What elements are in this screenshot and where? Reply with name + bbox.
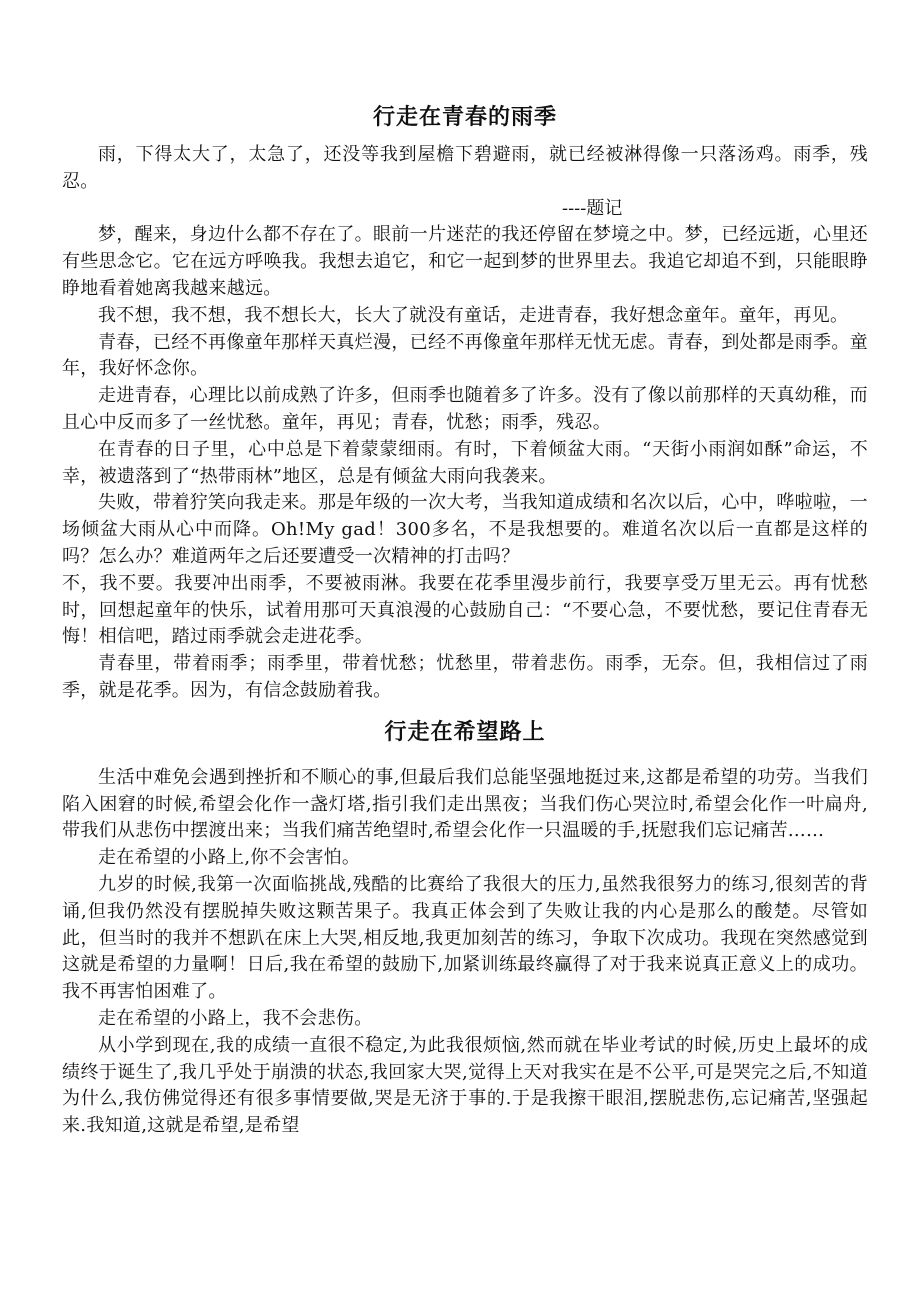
paragraph: 青春，已经不再像童年那样天真烂漫，已经不再像童年那样无忧无虑。青春，到处都是雨季。童年，我好怀念你。: [62, 331, 868, 380]
paragraph: 我不想，我不想，我不想长大，长大了就没有童话，走进青春，我好想念童年。童年，再见。: [98, 304, 849, 326]
paragraph: 在青春的日子里，心中总是下着蒙蒙细雨。有时，下着倾盆大雨。“天街小雨润如酥”命运，不幸，被遗落到了“热带雨林”地区，总是有倾盆大雨向我袭来。: [62, 438, 868, 487]
paragraph: 生活中难免会遇到挫折和不顺心的事,但最后我们总能坚强地挺过来,这都是希望的功劳。当我们陷入困窘的时候,希望会化作一盏灯塔,指引我们走出黑夜；当我们伤心哭泣时,希望会化作一叶扁舟,带我们从悲伤中摆渡出来；当我们痛苦绝望时,希望会化作一只温暖的手,抚慰我们忘记痛苦……: [62, 766, 868, 842]
closing-paragraph: 青春里，带着雨季；雨季里，带着忧愁；忧愁里，带着悲伤。雨季，无奈。但，我相信过了雨季，就是花季。因为，有信念鼓励着我。: [62, 653, 868, 701]
paragraph: 走进青春，心理比以前成熟了许多，但雨季也随着多了许多。没有了像以前那样的天真幼稚，而且心中反而多了一丝忧愁。童年，再见；青春，忧愁；雨季，残忍。: [62, 385, 868, 433]
paragraph: 从小学到现在,我的成绩一直很不稳定,为此我很烦恼,然而就在毕业考试的时候,历史上最坏的成绩终于诞生了,我几乎处于崩溃的状态,我回家大哭,觉得上天对我实在是不公平,可是哭完之后,不知道为什么,我仿佛觉得还有很多事情要做,哭是无济于事的.于是我擦干眼泪,摆脱悲伤,忘记痛苦,坚强起来.我知道,这就是希望,是希望: [62, 1034, 868, 1137]
paragraph: 梦，醒来，身边什么都不存在了。眼前一片迷茫的我还停留在梦境之中。梦，已经远逝，心里还有些思念它。它在远方呼唤我。我想去追它，和它一起到梦的世界里去。我追它却追不到，只能眼睁睁地看着她离我越来越远。: [62, 224, 868, 299]
article-title-hope-road: 行走在希望路上: [384, 718, 546, 745]
paragraph-noindent: 不，我不要。我要冲出雨季，不要被雨淋。我要在花季里漫步前行，我要享受万里无云。再有忧愁时，回想起童年的快乐，试着用那可天真浪漫的心鼓励自己：“不要心急，不要忧愁，要记住青春无悔！相信吧，踏过雨季就会走进花季。: [62, 572, 868, 648]
article-title-youth-rain: 行走在青春的雨季: [372, 104, 557, 130]
paragraph: 失败，带着狞笑向我走来。那是年级的一次大考，当我知道成绩和名次以后，心中，哗啦啦，一场倾盆大雨从心中而降。Oh!My gad！300多名，不是我想要的。难道名次以后一直都是这样的吗？怎么办？难道两年之后还要遭受一次精神的打击吗？: [62, 492, 868, 567]
paragraph: 九岁的时候,我第一次面临挑战,残酷的比赛给了我很大的压力,虽然我很努力的练习,很刻苦的背诵,但我仍然没有摆脱掉失败这颗苦果子。我真正体会到了失败让我的内心是那么的酸楚。尽管如此，但当时的我并不想趴在床上大哭,相反地,我更加刻苦的练习，争取下次成功。我现在突然感觉到这就是希望的力量啊！日后,我在希望的鼓励下,加紧训练最终赢得了对于我来说真正意义上的成功。我不再害怕困难了。: [62, 873, 868, 1003]
epigraph: 雨，下得太大了，太急了，还没等我到屋檐下碧避雨，就已经被淋得像一只落汤鸡。雨季，残忍。: [62, 144, 868, 192]
paragraph: 走在希望的小路上，我不会悲伤。: [98, 1007, 373, 1029]
paragraph: 走在希望的小路上,你不会害怕。: [98, 847, 361, 869]
epigraph-signature: ----题记: [562, 197, 623, 219]
